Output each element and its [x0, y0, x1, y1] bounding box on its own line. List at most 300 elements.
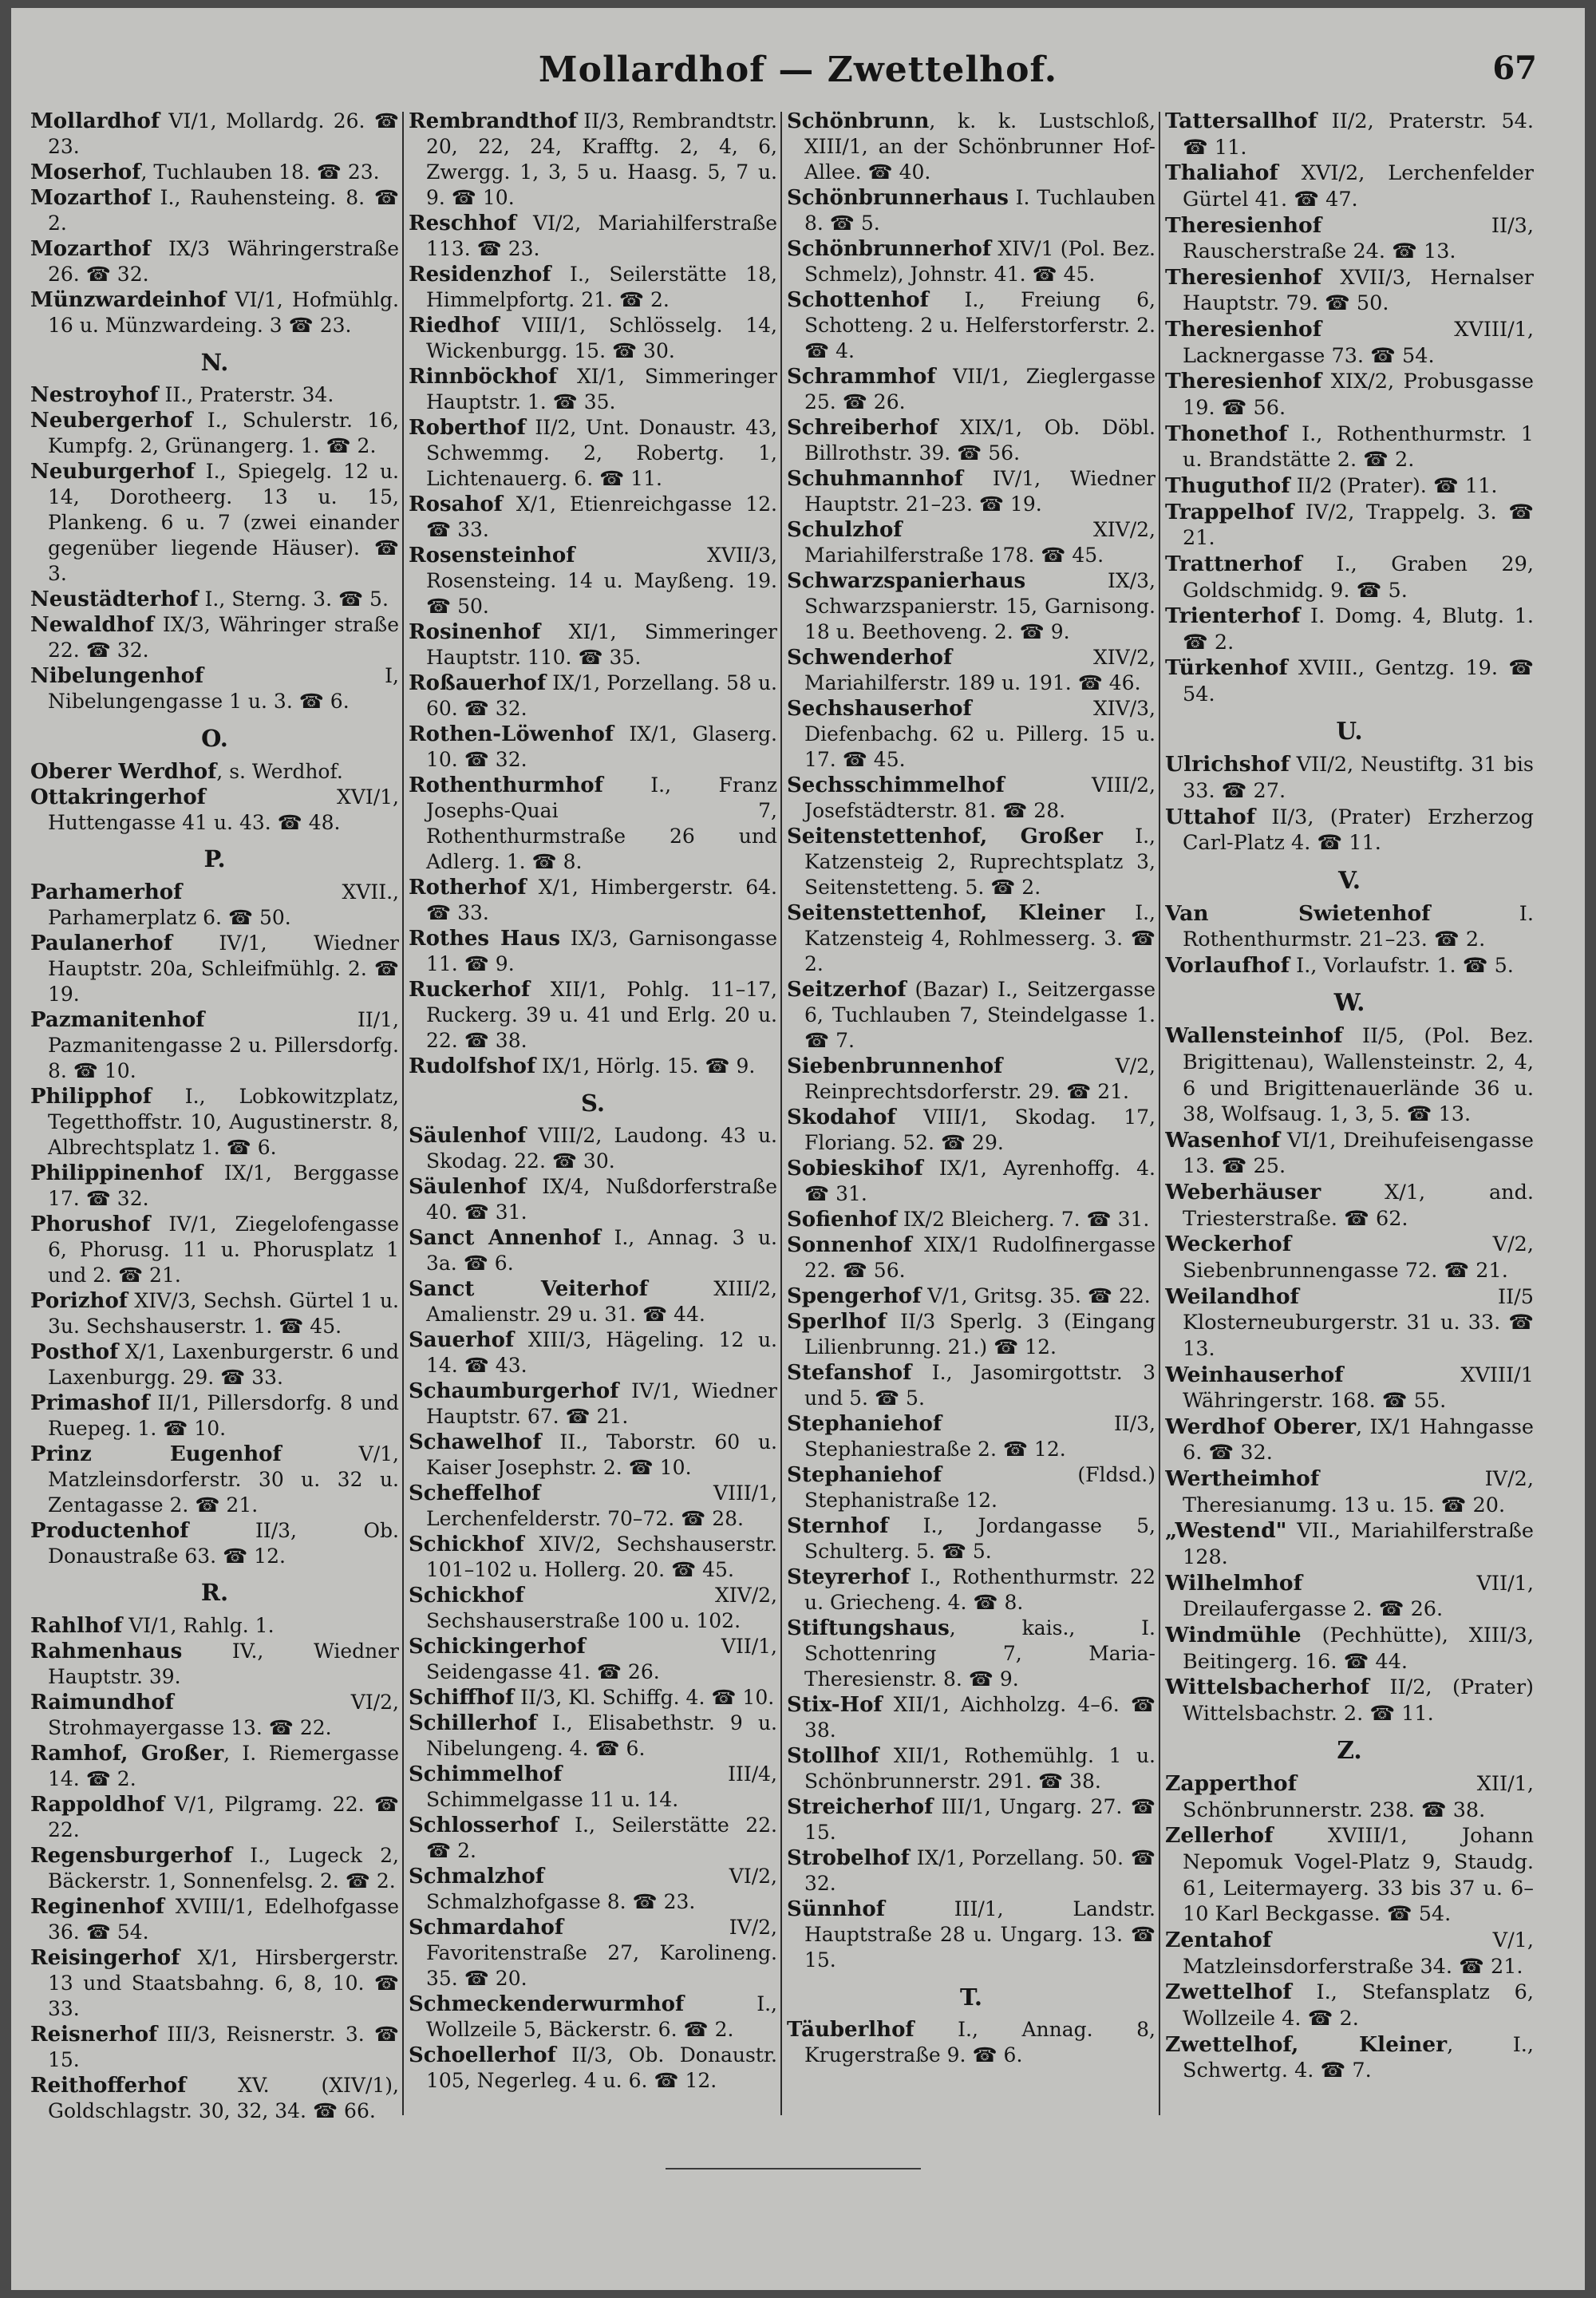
- entry-address: XVIII/1, Lacknergasse 73. ☎ 54.: [1183, 318, 1534, 368]
- directory-entry: [30, 2022, 399, 2073]
- entry-name: Stefanshof: [787, 1361, 912, 1385]
- entry-address: V/1, Pilgramg. 22. ☎ 22.: [48, 1793, 399, 1841]
- entry-name: Stiftungshaus: [787, 1616, 950, 1640]
- entry-name: Weckerhof: [1165, 1232, 1292, 1257]
- entry-address: III/1, Ungarg. 27. ☎ 15.: [804, 1795, 1156, 1844]
- entry-name: Porizhof: [30, 1288, 128, 1313]
- entry-name: Roberthof: [409, 416, 526, 440]
- entry-address: , IX/1 Hahngasse 6. ☎ 32.: [1183, 1414, 1534, 1465]
- directory-entry: [409, 1583, 777, 1634]
- entry-address: IX/1, Hörlg. 15. ☎ 9.: [535, 1054, 756, 1078]
- entry-name: Rosensteinhof: [409, 544, 575, 568]
- directory-entry: [1165, 1128, 1534, 1180]
- directory-entry: [1165, 1466, 1534, 1518]
- directory-entry: [1165, 805, 1534, 856]
- directory-entry: [787, 109, 1156, 185]
- directory-entry: [1165, 213, 1534, 265]
- entry-address: III/4, Schimmelgasse 11 u. 14.: [426, 1762, 777, 1812]
- entry-address: II/5 Klosterneuburgerstr. 31 u. 33. ☎ 13.: [1183, 1284, 1534, 1361]
- entry-address: XVI/2, Lerchenfelder Gürtel 41. ☎ 47.: [1183, 161, 1534, 212]
- directory-entry: [787, 977, 1156, 1054]
- entry-name: Vorlaufhof: [1165, 952, 1290, 978]
- entry-address: VIII/1, Schlösselg. 14, Wickenburgg. 15. ☎ 30.: [426, 314, 777, 362]
- entry-address: IX/1, Porzellang. 58 u. 60. ☎ 32.: [426, 671, 777, 720]
- directory-entry: [30, 1007, 399, 1084]
- section-letter: P.: [203, 845, 226, 872]
- entry-name: Thonethof: [1165, 421, 1288, 446]
- directory-entry: [409, 1532, 777, 1583]
- entry-name: Philippinenhof: [30, 1161, 203, 1185]
- entry-address: I., Katzensteig 2, Ruprechtsplatz 3, Seitenstetteng. 5. ☎ 2.: [804, 825, 1156, 899]
- directory-entry: [1165, 1571, 1534, 1623]
- directory-entry: [409, 619, 777, 670]
- entry-address: I., Spiegelg. 12 u. 14, Dorotheerg. 13 u. 15, Plankeng. 6 u. 7 (zwei einander gegenüber liegende Häuser). ☎ 3.: [48, 460, 399, 586]
- directory-entry: [409, 313, 777, 364]
- directory-entry: [787, 185, 1156, 236]
- directory-entry: [1165, 655, 1534, 707]
- entry-name: Zapperthof: [1165, 1771, 1297, 1797]
- entry-name: Mozarthof: [30, 186, 151, 210]
- directory-entry: [409, 773, 777, 875]
- entry-name: Wilhelmhof: [1165, 1570, 1303, 1596]
- directory-entry: [787, 364, 1156, 415]
- directory-entry: [787, 2017, 1156, 2068]
- entry-address: VI/1, Dreihufeisengasse 13. ☎ 25.: [1183, 1128, 1534, 1179]
- directory-entry: [787, 1156, 1156, 1207]
- entry-address: XVIII/1, Edelhofgasse 36. ☎ 54.: [48, 1895, 399, 1944]
- entry-address: II/3, Stephaniestraße 2. ☎ 12.: [804, 1412, 1156, 1461]
- entry-address: I., Rothenthurmstr. 22 u. Griecheng. 4. ☎ 8.: [804, 1565, 1156, 1614]
- directory-entry: [1165, 1928, 1534, 1980]
- entry-address: VIII/1, Lerchenfelderstr. 70–72. ☎ 28.: [426, 1481, 777, 1531]
- entry-name: Mollardhof: [30, 109, 160, 133]
- entry-name: Thaliahof: [1165, 160, 1278, 186]
- entry-name: Reithofferhof: [30, 2074, 187, 2098]
- entry-name: Neuburgerhof: [30, 460, 195, 485]
- entry-name: Theresienhof: [1165, 212, 1322, 238]
- page-header: [11, 49, 1585, 99]
- entry-address: IX/1, Berggasse 17. ☎ 32.: [48, 1161, 399, 1210]
- entry-address: XIII/2, Amalienstr. 29 u. 31. ☎ 44.: [426, 1277, 777, 1327]
- entry-address: XIX/1 Rudolfinergasse 22. ☎ 56.: [804, 1233, 1156, 1282]
- entry-address: XIV/2, Sechshauserstr. 101–102 u. Hollerg. 20. ☎ 45.: [426, 1533, 777, 1582]
- directory-entry: [30, 1894, 399, 1945]
- directory-entry: [787, 1845, 1156, 1897]
- directory-entry: [409, 1276, 777, 1327]
- directory-entry: [30, 1843, 399, 1894]
- directory-entry: [409, 1430, 777, 1481]
- directory-entry: [787, 1462, 1156, 1513]
- entry-name: Säulenhof: [409, 1124, 527, 1149]
- directory-entry: [787, 1232, 1156, 1283]
- entry-address: , I. Riemergasse 14. ☎ 2.: [48, 1742, 399, 1790]
- directory-entry: [1165, 369, 1534, 421]
- entry-address: , I., Schwertg. 4. ☎ 7.: [1183, 2032, 1534, 2083]
- entry-address: II/2, (Prater) Wittelsbachstr. 2. ☎ 11.: [1183, 1675, 1534, 1726]
- entry-address: IX/1, Porzellang. 50. ☎ 32.: [804, 1846, 1156, 1895]
- directory-entry: [1165, 1232, 1534, 1283]
- entry-name: Van Swietenhof: [1165, 900, 1431, 926]
- directory-entry: [409, 1378, 777, 1430]
- entry-name: Paulanerhof: [30, 931, 172, 955]
- directory-entry: [1165, 1623, 1534, 1675]
- directory-entry: [409, 1054, 777, 1079]
- directory-entry: [30, 1161, 399, 1212]
- entry-name: Parhamerhof: [30, 880, 183, 904]
- directory-entry: [1165, 421, 1534, 473]
- entry-address: VIII/1, Skodag. 17, Floriang. 52. ☎ 29.: [804, 1105, 1156, 1154]
- column-divider: [402, 112, 404, 2115]
- directory-entry: [1165, 1414, 1534, 1466]
- entry-address: I., Elisabethstr. 9 u. Nibelungeng. 4. ☎ 6.: [426, 1711, 777, 1761]
- entry-name: Newaldhof: [30, 613, 155, 638]
- entry-address: VI/1, Mollardg. 26. ☎ 23.: [48, 109, 399, 158]
- directory-entry: [30, 1212, 399, 1288]
- entry-name: Stollhof: [787, 1744, 879, 1768]
- directory-entry: [30, 1442, 399, 1518]
- directory-entry: [787, 287, 1156, 364]
- entry-address: IX/3, Garnisongasse 11. ☎ 9.: [426, 927, 777, 975]
- entry-name: Zwettelhof: [1165, 1980, 1292, 2005]
- entry-name: Seitenstettenhof, Kleiner: [787, 901, 1105, 925]
- directory-entry: [409, 1762, 777, 1813]
- directory-entry: [787, 824, 1156, 900]
- directory-entry: [30, 382, 399, 408]
- entry-name: Nibelungenhof: [30, 664, 204, 689]
- entry-address: XIV/1 (Pol. Bez. Schmelz), Johnstr. 41. ☎ 45.: [804, 237, 1156, 286]
- section-letter: Z.: [1337, 1736, 1362, 1765]
- entry-name: Posthof: [30, 1339, 119, 1364]
- entry-address: IX/3, Schwarzspanierstr. 15, Garnisong. 18 u. Beethoveng. 2. ☎ 9.: [804, 569, 1156, 643]
- directory-entry: [30, 1792, 399, 1843]
- entry-address: V/1, Gritsg. 35. ☎ 22.: [921, 1284, 1151, 1307]
- directory-entry: [787, 1309, 1156, 1360]
- entry-name: Reisnerhof: [30, 2023, 158, 2047]
- directory-entry: [409, 1174, 777, 1225]
- column-3: [787, 109, 1156, 2136]
- entry-address: X/1, Hirsbergerstr. 13 und Staatsbahng. 6, 8, 10. ☎ 33.: [48, 1946, 399, 2020]
- directory-entry: [787, 466, 1156, 517]
- entry-address: I., Freiung 6, Schotteng. 2 u. Helferstorferstr. 2. ☎ 4.: [804, 288, 1156, 362]
- entry-address: II/1, Pazmanitengasse 2 u. Pillersdorfg. 8. ☎ 10.: [48, 1007, 399, 1082]
- entry-name: Rothenthurmhof: [409, 773, 603, 797]
- directory-entry: [1165, 1363, 1534, 1414]
- directory-entry: [30, 1390, 399, 1442]
- entry-address: VII/1, Zieglergasse 25. ☎ 26.: [804, 365, 1156, 413]
- directory-entry: [1165, 265, 1534, 317]
- entry-name: Täuberlhof: [787, 2018, 915, 2043]
- entry-name: Rudolfshof: [409, 1054, 536, 1078]
- directory-entry: [409, 1481, 777, 1532]
- entry-name: Neubergerhof: [30, 409, 193, 433]
- entry-name: Prinz Eugenhof: [30, 1442, 282, 1466]
- entry-address: I., Stefansplatz 6, Wollzeile 4. ☎ 2.: [1183, 1980, 1534, 2031]
- entry-name: Zentahof: [1165, 1928, 1272, 1953]
- entry-address: II/2, Praterstr. 54. ☎ 11.: [1183, 109, 1534, 160]
- directory-entry: [409, 1991, 777, 2043]
- directory-entry: [787, 415, 1156, 466]
- entry-name: Riedhof: [409, 314, 500, 338]
- entry-name: Uttahof: [1165, 804, 1256, 829]
- entry-address: VI/2, Schmalzhofgasse 8. ☎ 23.: [426, 1865, 777, 1914]
- entry-name: Ruckerhof: [409, 978, 531, 1002]
- directory-entry: [1165, 160, 1534, 212]
- entry-name: Schimmelhof: [409, 1762, 563, 1787]
- entry-address: X/1, and. Triesterstraße. ☎ 62.: [1183, 1181, 1534, 1231]
- entry-name: Rahmenhaus: [30, 1639, 183, 1663]
- entry-name: Zellerhof: [1165, 1823, 1274, 1849]
- entry-address: XVII., Parhamerplatz 6. ☎ 50.: [48, 880, 399, 929]
- entry-address: X/1, Himbergerstr. 64. ☎ 33.: [426, 876, 777, 924]
- entry-name: Sünnhof: [787, 1897, 885, 1921]
- entry-address: VI/1, Hofmühlg. 16 u. Münzwardeing. 3 ☎ 23.: [48, 288, 399, 337]
- entry-address: XIII/3, Hägeling. 12 u. 14. ☎ 43.: [426, 1328, 777, 1378]
- entry-name: Theresienhof: [1165, 369, 1322, 394]
- entry-address: II/3, Kl. Schiffg. 4. ☎ 10.: [514, 1686, 775, 1710]
- entry-name: Sechshauserhof: [787, 697, 972, 721]
- directory-entry: [1165, 473, 1534, 500]
- entry-address: I., Wollzeile 5, Bäckerstr. 6. ☎ 2.: [426, 1992, 777, 2042]
- entry-address: XIV/3, Sechsh. Gürtel 1 u. 3u. Sechshauserstr. 1. ☎ 45.: [48, 1288, 399, 1338]
- entry-address: IX/1, Glaserg. 10. ☎ 32.: [426, 722, 777, 771]
- entry-address: XI/1, Simmeringer Hauptstr. 110. ☎ 35.: [426, 620, 777, 669]
- directory-entry: [30, 1339, 399, 1390]
- entry-address: II/5, (Pol. Bez. Brigittenau), Wallensteinstr. 2, 4, 6 und Brigittenauerlände 36 u. 38, Wolfsaug. 1, 3, 5. ☎ 13.: [1183, 1024, 1534, 1127]
- directory-entry: [409, 670, 777, 722]
- entry-name: Schmalzhof: [409, 1865, 544, 1889]
- entry-address: VII., Mariahilferstraße 128.: [1183, 1519, 1534, 1570]
- entry-address: IX/3, Währinger straße 22. ☎ 32.: [48, 613, 399, 663]
- entry-address: I., Seilerstätte 22. ☎ 2.: [426, 1813, 777, 1863]
- entry-name: Schottenhof: [787, 288, 929, 312]
- entry-name: Mozarthof: [30, 237, 151, 261]
- directory-entry: [30, 1288, 399, 1339]
- entry-name: Schoellerhof: [409, 2043, 556, 2068]
- entry-address: II/3, Rembrandtstr. 20, 22, 24, Krafftg. 2, 4, 6, Zwergg. 1, 3, 5 u. Haasg. 5, 7 u. 9. ☎ 10.: [426, 109, 777, 209]
- entry-name: Reginenhof: [30, 1895, 164, 1919]
- entry-address: I., Franz Josephs-Quai 7, Rothenthurmstraße 26 und Adlerg. 1. ☎ 8.: [426, 773, 777, 873]
- entry-name: Scheffelhof: [409, 1481, 541, 1506]
- directory-entry: [787, 645, 1156, 696]
- entry-name: Säulenhof: [409, 1175, 527, 1200]
- entry-address: I., Sterng. 3. ☎ 5.: [198, 587, 389, 611]
- entry-name: Moserhof: [30, 160, 141, 184]
- entry-name: Neustädterhof: [30, 587, 199, 612]
- entry-address: II/3 Sperlg. 3 (Eingang Lilienbrunng. 21.) ☎ 12.: [804, 1310, 1156, 1359]
- entry-name: Trattnerhof: [1165, 551, 1302, 576]
- directory-entry: [1165, 1518, 1534, 1570]
- entry-address: (Bazar) I., Seitzergasse 6, Tuchlauben 7, Steindelgasse 1. ☎ 7.: [804, 978, 1156, 1052]
- entry-address: XVIII/1, Johann Nepomuk Vogel-Platz 9, Staudg. 61, Leitermayerg. 33 bis 37 u. 6–10 Karl Beckgasse. ☎ 54.: [1183, 1824, 1534, 1927]
- entry-address: II., Praterstr. 34.: [158, 383, 334, 407]
- entry-name: Schönbrunnerhof: [787, 237, 992, 261]
- entry-name: Weberhäuser: [1165, 1180, 1321, 1205]
- directory-entry: [787, 1794, 1156, 1845]
- entry-address: (Fldsd.) Stephanistraße 12.: [804, 1463, 1156, 1512]
- entry-address: XIV/3, Diefenbachg. 62 u. Pillerg. 15 u. 17. ☎ 45.: [804, 697, 1156, 771]
- entry-address: , kais., I. Schottenring 7, Maria-Theresienstr. 8. ☎ 9.: [804, 1616, 1156, 1691]
- entry-address: XVII/3, Rosensteing. 14 u. Mayßeng. 19. ☎ 50.: [426, 544, 777, 618]
- entry-address: II/1, Pillersdorfg. 8 und Ruepeg. 1. ☎ 10.: [48, 1390, 399, 1440]
- entry-name: Weilandhof: [1165, 1283, 1299, 1309]
- entry-address: IX/3 Währingerstraße 26. ☎ 32.: [48, 237, 399, 286]
- entry-address: IV/1, Wiedner Hauptstr. 21–23. ☎ 19.: [804, 467, 1156, 516]
- entry-address: I., Jasomirgottstr. 3 und 5. ☎ 5.: [804, 1361, 1156, 1410]
- directory-entry: [409, 1225, 777, 1276]
- directory-entry: [30, 2073, 399, 2124]
- directory-entry: [1165, 1180, 1534, 1232]
- entry-address: XII/1, Rothemühlg. 1 u. Schönbrunnerstr. 291. ☎ 38.: [804, 1744, 1156, 1793]
- page-title: Mollardhof — Zwettelhof.: [538, 49, 1058, 90]
- entry-name: Theresienhof: [1165, 317, 1322, 342]
- entry-address: , Tuchlauben 18. ☎ 23.: [140, 160, 380, 184]
- directory-entry: [787, 517, 1156, 568]
- entry-name: Seitzerhof: [787, 978, 907, 1002]
- directory-entry: [30, 587, 399, 612]
- directory-entry: [409, 364, 777, 415]
- entry-address: I., Lobkowitzplatz, Tegetthoffstr. 10, Augustinerstr. 8, Albrechtsplatz 1. ☎ 6.: [48, 1084, 399, 1159]
- directory-entry: [787, 1105, 1156, 1156]
- directory-entry: [409, 1813, 777, 1864]
- entry-address: X/1, Laxenburgerstr. 6 und Laxenburgg. 29. ☎ 33.: [48, 1339, 399, 1389]
- entry-name: Siebenbrunnenhof: [787, 1054, 1003, 1078]
- entry-address: XVIII., Gentzg. 19. ☎ 54.: [1183, 656, 1534, 707]
- directory-entry: [1165, 603, 1534, 655]
- entry-address: I., Graben 29, Goldschmidg. 9. ☎ 5.: [1183, 552, 1534, 603]
- directory-entry: [1165, 1023, 1534, 1128]
- entry-address: VII/1, Dreilaufergasse 2. ☎ 26.: [1183, 1571, 1534, 1622]
- entry-address: III/3, Reisnerstr. 3. ☎ 15.: [48, 2023, 399, 2071]
- entry-address: IV/1, Wiedner Hauptstr. 67. ☎ 21.: [426, 1379, 777, 1429]
- entry-address: II/3, (Prater) Erzherzog Carl-Platz 4. ☎ 11.: [1183, 805, 1534, 856]
- entry-address: XIX/2, Probusgasse 19. ☎ 56.: [1183, 370, 1534, 421]
- entry-address: VII/2, Neustiftg. 31 bis 33. ☎ 27.: [1183, 753, 1534, 804]
- entry-address: IV/2, Trappelg. 3. ☎ 21.: [1183, 500, 1534, 551]
- entry-name: Windmühle: [1165, 1622, 1302, 1647]
- directory-entry: [409, 109, 777, 211]
- entry-address: XII/1, Pohlg. 11–17, Ruckerg. 39 u. 41 und Erlg. 20 u. 22. ☎ 38.: [426, 978, 777, 1052]
- directory-entry: [409, 415, 777, 492]
- directory-entry: [1165, 953, 1534, 979]
- entry-address: XVII/3, Hernalser Hauptstr. 79. ☎ 50.: [1183, 265, 1534, 316]
- directory-entry: [30, 287, 399, 338]
- entry-name: Rothen-Löwenhof: [409, 722, 614, 746]
- entry-address: VIII/2, Josefstädterstr. 81. ☎ 28.: [804, 773, 1156, 822]
- entry-name: Türkenhof: [1165, 655, 1288, 681]
- entry-name: Rothes Haus: [409, 927, 560, 951]
- directory-entry: [30, 109, 399, 160]
- entry-name: „Westend": [1165, 1518, 1287, 1544]
- entry-name: Sanct Annenhof: [409, 1226, 601, 1251]
- directory-entry: [30, 160, 399, 185]
- entry-name: Philipphof: [30, 1084, 152, 1109]
- entry-address: III/1, Landstr. Hauptstraße 28 u. Ungarg. 13. ☎ 15.: [804, 1897, 1156, 1972]
- directory-entry: [787, 1692, 1156, 1743]
- directory-entry: [409, 1711, 777, 1762]
- entry-name: Steyrerhof: [787, 1565, 910, 1589]
- entry-address: IV/1, Ziegelofengasse 6, Phorusg. 11 u. Phorusplatz 1 und 2. ☎ 21.: [48, 1212, 399, 1287]
- directory-entry: [787, 1743, 1156, 1794]
- entry-name: Sobieskihof: [787, 1157, 923, 1181]
- column-divider: [780, 112, 782, 2115]
- directory-entry: [787, 1283, 1156, 1309]
- entry-name: Schlosserhof: [409, 1813, 559, 1838]
- column-2: [409, 109, 777, 2136]
- entry-address: IX/2 Bleicherg. 7. ☎ 31.: [896, 1208, 1150, 1231]
- directory-entry: [787, 236, 1156, 287]
- entry-name: Ulrichshof: [1165, 752, 1290, 777]
- directory-entry: [409, 1123, 777, 1174]
- entry-address: I., Seilerstätte 18, Himmelpfortg. 21. ☎ 2.: [426, 263, 777, 311]
- entry-name: Rosinenhof: [409, 620, 541, 644]
- entry-name: Wasenhof: [1165, 1127, 1281, 1153]
- directory-entry: [787, 1207, 1156, 1232]
- entry-address: I., Annag. 8, Krugerstraße 9. ☎ 6.: [804, 2018, 1156, 2067]
- directory-entry: [1165, 317, 1534, 369]
- entry-address: XI/1, Simmeringer Hauptstr. 1. ☎ 35.: [426, 365, 777, 413]
- directory-entry: [30, 880, 399, 931]
- directory-entry: [1165, 1675, 1534, 1726]
- entry-name: Sternhof: [787, 1514, 889, 1538]
- entry-address: II/2 (Prater). ☎ 11.: [1290, 473, 1498, 498]
- entry-address: XIV/2, Mariahilferstr. 189 u. 191. ☎ 46.: [804, 646, 1156, 694]
- entry-address: I., Rothenthurmstr. 1 u. Brandstätte 2. ☎ 2.: [1183, 421, 1534, 473]
- entry-name: Schawelhof: [409, 1430, 542, 1455]
- directory-entry: [409, 543, 777, 619]
- directory-entry: [787, 773, 1156, 824]
- directory-entry: [787, 1360, 1156, 1411]
- entry-name: Residenzhof: [409, 263, 551, 287]
- directory-entry: [30, 1084, 399, 1161]
- entry-name: Weinhauserhof: [1165, 1362, 1344, 1387]
- entry-name: Werdhof Oberer: [1165, 1414, 1357, 1439]
- entry-address: II/3, Rauscherstraße 24. ☎ 13.: [1183, 213, 1534, 264]
- entry-name: Sofienhof: [787, 1208, 897, 1232]
- entry-address: I., Rauhensteing. 8. ☎ 2.: [48, 186, 399, 235]
- entry-name: Schrammhof: [787, 365, 936, 389]
- page-number: 67: [1492, 49, 1537, 87]
- entry-name: Streicherhof: [787, 1795, 934, 1819]
- directory-entry: [787, 1411, 1156, 1462]
- entry-name: Stix-Hof: [787, 1693, 883, 1717]
- entry-name: Schmardahof: [409, 1916, 564, 1940]
- directory-entry: [30, 459, 399, 587]
- directory-entry: [30, 185, 399, 236]
- entry-name: Phorushof: [30, 1212, 151, 1236]
- entry-address: VIII/2, Laudong. 43 u. Skodag. 22. ☎ 30.: [426, 1124, 777, 1173]
- directory-entry: [787, 1897, 1156, 1973]
- directory-entry: [409, 1685, 777, 1711]
- directory-entry: [409, 1915, 777, 1991]
- entry-name: Sechsschimmelhof: [787, 773, 1005, 797]
- entry-address: I., Annag. 3 u. 3a. ☎ 6.: [426, 1226, 777, 1276]
- column-1: [30, 109, 399, 2136]
- entry-name: Schuhmannhof: [787, 467, 963, 491]
- directory-entry: [30, 1518, 399, 1569]
- directory-entry: [30, 931, 399, 1007]
- entry-address: V/1, Matzleinsdorferstraße 34. ☎ 21.: [1183, 1928, 1534, 1979]
- entry-name: Skodahof: [787, 1105, 896, 1129]
- entry-address: XIV/2, Sechshauserstraße 100 u. 102.: [426, 1584, 777, 1633]
- column-divider: [1159, 112, 1160, 2115]
- entry-address: XVI/1, Huttengasse 41 u. 43. ☎ 48.: [48, 785, 399, 834]
- entry-name: Wallensteinhof: [1165, 1023, 1343, 1049]
- directory-entry: [787, 1564, 1156, 1616]
- entry-name: Schwarzspanierhaus: [787, 569, 1026, 593]
- entry-address: I, Nibelungengasse 1 u. 3. ☎ 6.: [48, 664, 399, 714]
- directory-entry: [409, 722, 777, 773]
- entry-name: Schreiberhof: [787, 416, 938, 440]
